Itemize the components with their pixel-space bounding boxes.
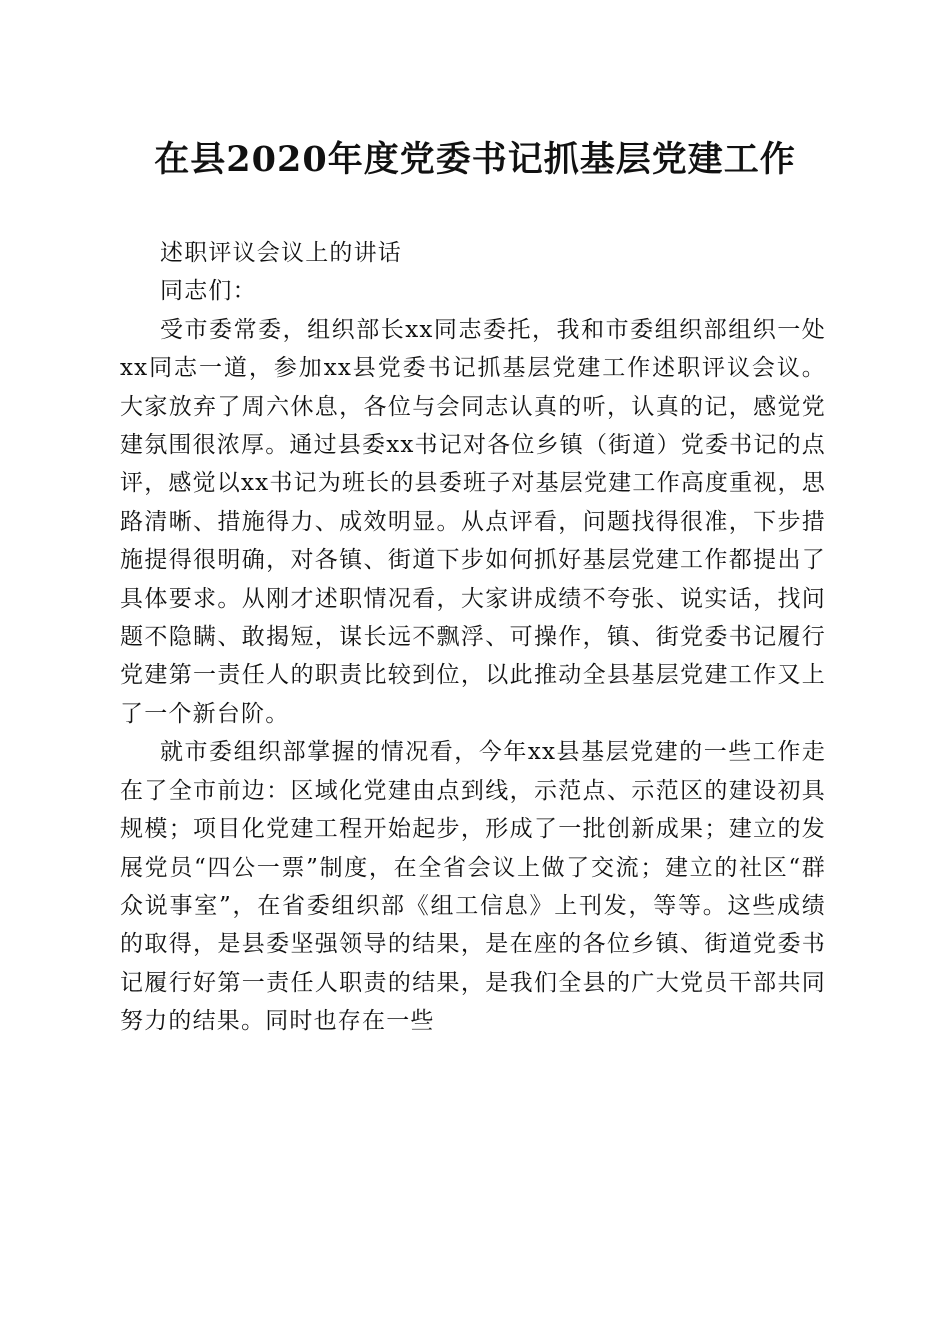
document-subtitle: 述职评议会议上的讲话	[160, 240, 402, 266]
paragraph-1: 受市委常委，组织部长xx同志委托，我和市委组织部组织一处xx同志一道，参加xx县党委书记抓基层党建工作述职评议会议。大家放弃了周六休息，各位与会同志认真的听，认真的记，感觉党建氛围很浓厚。通过县委xx书记对各位乡镇（街道）党委书记的点评，感觉以xx书记为班长的县委班子对基层党建工作高度重视，思路清晰、措施得力、成效明显。从点评看，问题找得很准，下步措施提得很明确，对各镇、街道下步如何抓好基层党建工作都提出了具体要求。从刚才述职情况看，大家讲成绩不夸张、说实话，找问题不隐瞒、敢揭短，谋长远不飘浮、可操作，镇、街党委书记履行党建第一责任人的职责比较到位，以此推动全县基层党建工作又上了一个新台阶。	[120, 316, 826, 727]
paragraph-2: 就市委组织部掌握的情况看，今年xx县基层党建的一些工作走在了全市前边：区域化党建由点到线，示范点、示范区的建设初具规模；项目化党建工程开始起步，形成了一批创新成果；建立的发展党员“四公一票”制度，在全省会议上做了交流；建立的社区“群众说事室”，在省委组织部《组工信息》上刊发，等等。这些成绩的取得，是县委坚强领导的结果，是在座的各位乡镇、街道党委书记履行好第一责任人职责的结果，是我们全县的广大党员干部共同努力的结果。同时也存在一些	[120, 739, 826, 1035]
document-title: 在县2020年度党委书记抓基层党建工作	[154, 139, 796, 180]
salutation: 同志们：	[160, 278, 257, 305]
document-body	[120, 234, 826, 1041]
